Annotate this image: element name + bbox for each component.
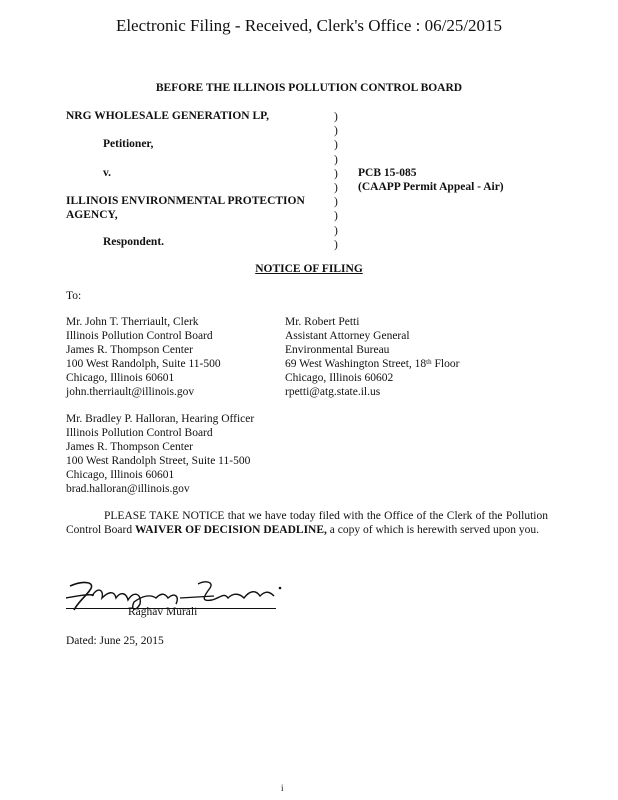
body-part1: PLEASE TAKE NOTICE that we have today filed with the Office of the Clerk of the Pollution Control Board — [66, 510, 548, 536]
paren: ) — [334, 111, 338, 123]
petitioner-name: NRG WHOLESALE GENERATION LP, — [66, 110, 270, 122]
respondent-name-line2: AGENCY, — [66, 209, 118, 221]
hearing-officer-building: James R. Thompson Center — [66, 440, 193, 453]
caption-parens — [334, 110, 338, 252]
case-number: PCB 15-085 — [358, 167, 417, 179]
paren: ) — [334, 167, 338, 180]
attorney-street: 69 West Washington Street, 18th Floor — [285, 357, 460, 370]
versus: v. — [103, 167, 111, 179]
board-title: BEFORE THE ILLINOIS POLLUTION CONTROL BOARD — [155, 82, 463, 94]
clerk-building: James R. Thompson Center — [66, 343, 193, 356]
clerk-org: Illinois Pollution Control Board — [66, 329, 213, 342]
page-mark: i — [281, 783, 284, 793]
clerk-street: 100 West Randolph, Suite 11-500 — [66, 357, 221, 370]
case-type: (CAAPP Permit Appeal - Air) — [358, 181, 504, 193]
petitioner-role: Petitioner, — [103, 138, 154, 150]
paren: ) — [334, 182, 338, 195]
clerk-email: john.therriault@illinois.gov — [66, 385, 195, 398]
clerk-name: Mr. John T. Therriault, Clerk — [66, 316, 199, 328]
attorney-name: Mr. Robert Petti — [285, 316, 360, 328]
notice-title: NOTICE OF FILING — [255, 263, 363, 275]
hearing-officer-name: Mr. Bradley P. Halloran, Hearing Officer — [66, 413, 255, 425]
body-part2: a copy of which is herewith served upon you. — [326, 524, 539, 536]
attorney-bureau: Environmental Bureau — [285, 343, 390, 356]
paren: ) — [334, 125, 338, 138]
body-document-title: WAIVER OF DECISION DEADLINE, — [135, 524, 327, 536]
attorney-email: rpetti@atg.state.il.us — [285, 385, 381, 398]
hearing-officer-street: 100 West Randolph Street, Suite 11-500 — [66, 454, 251, 467]
paren: ) — [334, 196, 338, 209]
paren: ) — [334, 224, 338, 237]
to-label: To: — [66, 290, 82, 302]
hearing-officer-city: Chicago, Illinois 60601 — [66, 468, 175, 481]
signer-name: Raghav Murali — [128, 606, 198, 618]
clerk-address — [66, 316, 221, 399]
paren: ) — [334, 210, 338, 223]
attorney-title: Assistant Attorney General — [285, 329, 410, 342]
respondent-role: Respondent. — [103, 236, 165, 248]
attorney-address — [285, 316, 459, 399]
paren: ) — [334, 153, 338, 166]
hearing-officer-address — [66, 413, 254, 496]
paren: ) — [334, 238, 338, 251]
electronic-filing-header: Electronic Filing - Received, Clerk's Office : 06/25/2015 — [115, 16, 503, 35]
paren: ) — [334, 139, 338, 152]
attorney-city: Chicago, Illinois 60602 — [285, 371, 394, 384]
respondent-name-line1: ILLINOIS ENVIRONMENTAL PROTECTION — [66, 195, 305, 207]
notice-body — [66, 509, 548, 537]
hearing-officer-org: Illinois Pollution Control Board — [66, 426, 213, 439]
date-line: Dated: June 25, 2015 — [66, 635, 164, 647]
clerk-city: Chicago, Illinois 60601 — [66, 371, 175, 384]
hearing-officer-email: brad.halloran@illinois.gov — [66, 482, 190, 495]
